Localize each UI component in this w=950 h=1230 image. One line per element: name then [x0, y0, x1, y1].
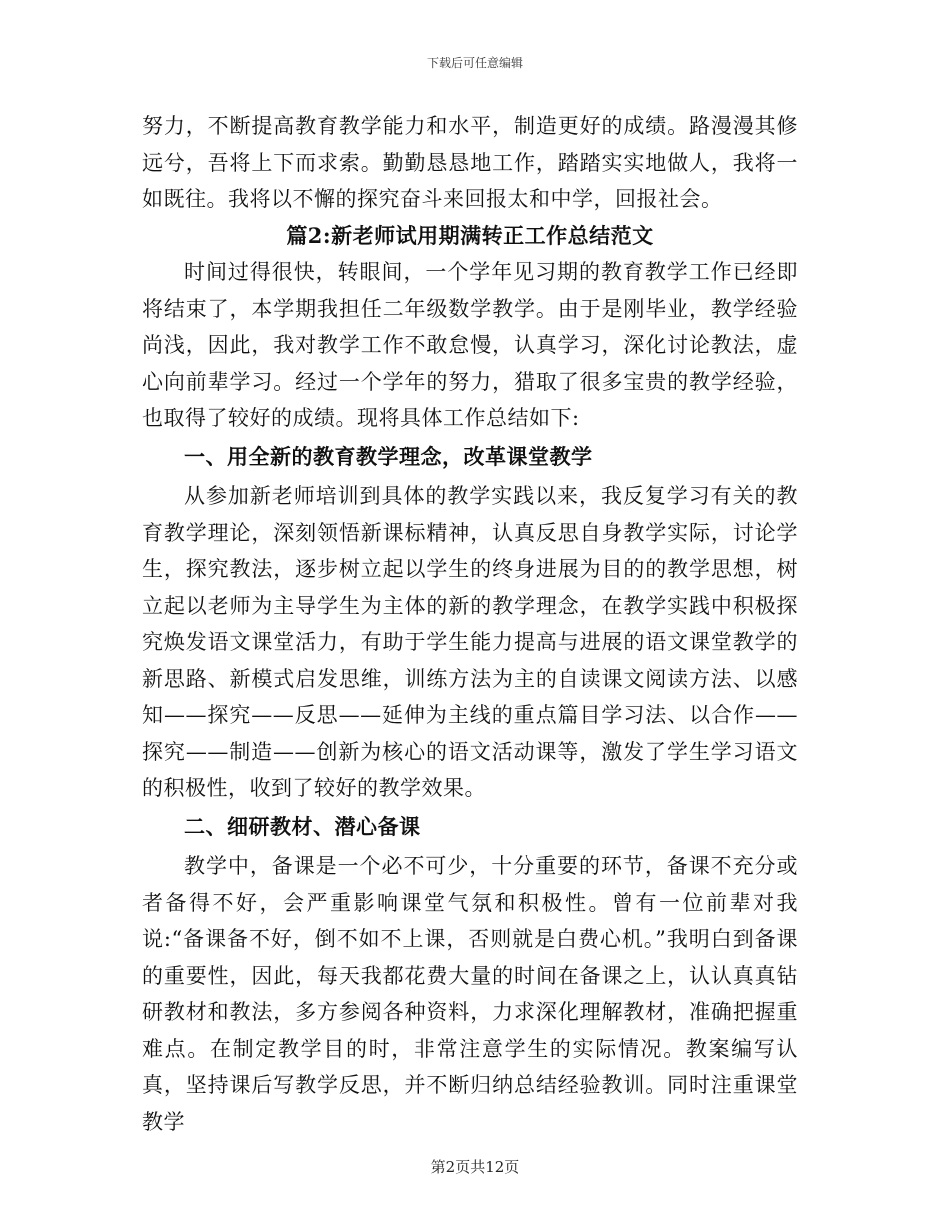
article-intro-paragraph: 时间过得很快，转眼间，一个学年见习期的教育教学工作已经即将结束了，本学期我担任二年级数学教学。由于是刚毕业，教学经验尚浅，因此，我对教学工作不敢怠慢，认真学习，深化讨论教法，虚心向前辈学习。经过一个学年的努力，猎取了很多宝贵的教学经验，也取得了较好的成绩。现将具体工作总结如下:: [142, 260, 798, 430]
page-header: 下载后可任意编辑: [426, 56, 523, 70]
section-paragraph-1: 从参加新老师培训到具体的教学实践以来，我反复学习有关的教育教学理论，深刻领悟新课标精神，认真反思自身教学实际，讨论学生，探究教法，逐步树立起以学生的终身进展为目的的教学思想，树立起以老师为主导学生为主体的新的教学理念，在教学实践中积极探究焕发语文课堂活力，有助于学生能力提高与进展的语文课堂教学的新思路、新模式启发思维，训练方法为主的自读课文阅读方法、以感知——探究——反思——延伸为主线的重点篇目学习法、以合作——探究——制造——创新为核心的语文活动课等，激发了学生学习语文的积极性，收到了较好的教学效果。: [142, 484, 798, 800]
document-body: [142, 108, 798, 1140]
intro-paragraph: 努力，不断提高教育教学能力和水平，制造更好的成绩。路漫漫其修远兮，吾将上下而求索。勤勤恳恳地工作，踏踏实实地做人，我将一如既往。我将以不懈的探究奋斗来回报太和中学，回报社会。: [142, 114, 798, 211]
section-paragraph-2: 教学中，备课是一个必不可少，十分重要的环节，备课不充分或者备得不好，会严重影响课堂气氛和积极性。曾有一位前辈对我说:“备课备不好，倒不如不上课，否则就是白费心机。”我明白到备课的重要性，因此，每天我都花费大量的时间在备课之上，认认真真钻研教材和教法，多方参阅各种资料，力求深化理解教材，准确把握重难点。在制定教学目的时，非常注意学生的实际情况。教案编写认真，坚持课后写教学反思，并不断归纳总结经验教训。同时注重课堂教学: [142, 854, 798, 1134]
page-number: 第2页共12页: [430, 1158, 520, 1176]
section-heading-1: 一、用全新的教育教学理念，改革课堂教学: [184, 443, 593, 469]
article-title: 篇2:新老师试用期满转正工作总结范文: [286, 222, 654, 248]
section-heading-2: 二、细研教材、潜心备课: [184, 813, 421, 839]
